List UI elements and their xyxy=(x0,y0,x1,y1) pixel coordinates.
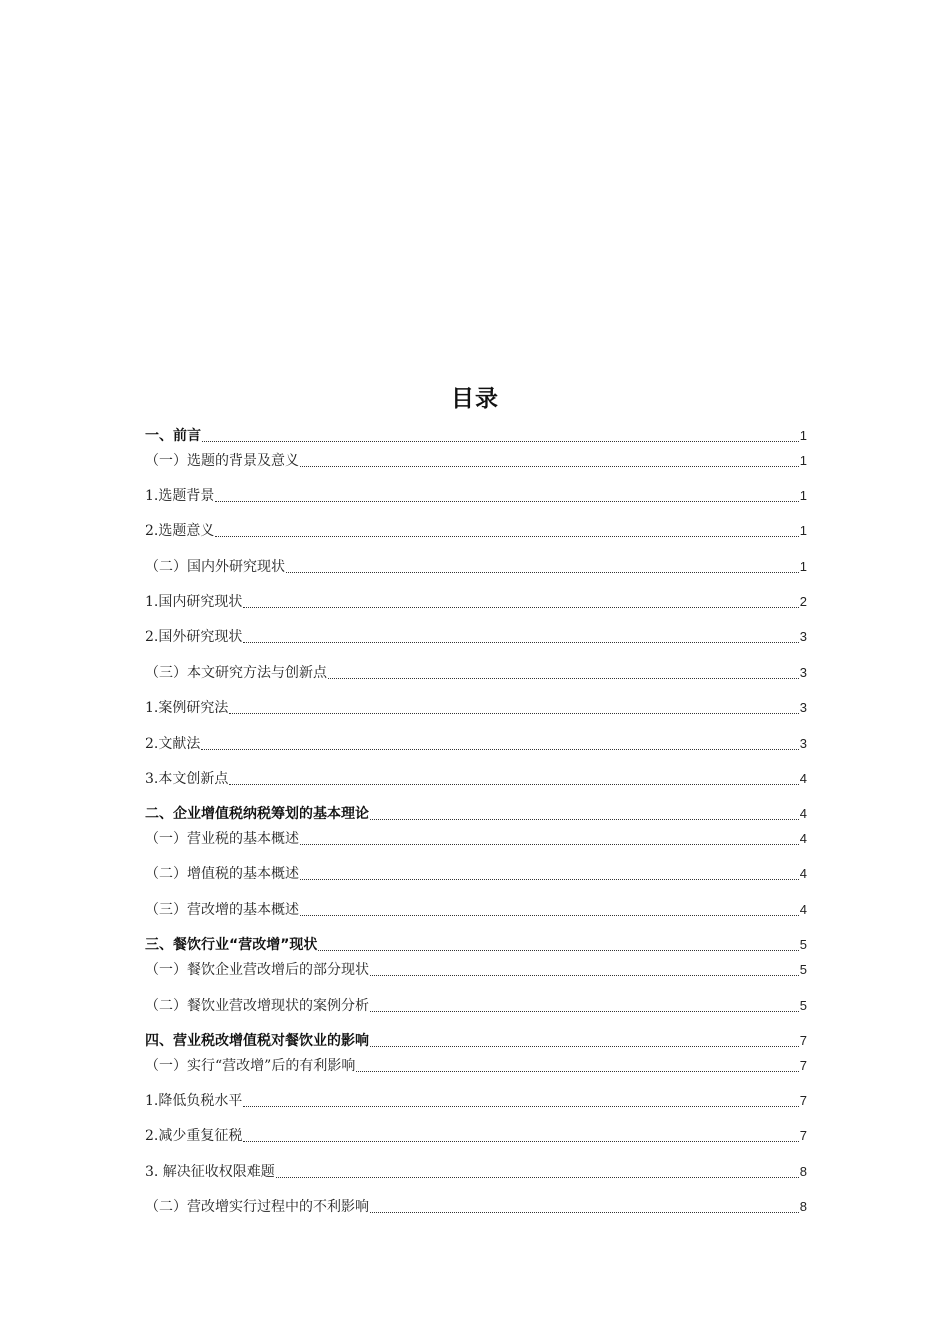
toc-entry[interactable] xyxy=(145,557,807,577)
dot-leader xyxy=(300,878,799,880)
toc-entry-page: 8 xyxy=(799,1164,807,1179)
toc-entry-page: 7 xyxy=(799,1128,807,1143)
toc-entry-label: （三）本文研究方法与创新点 xyxy=(145,665,327,681)
toc-entry-page: 7 xyxy=(799,1093,807,1108)
dot-leader xyxy=(243,641,798,643)
dot-leader xyxy=(370,818,799,820)
toc-entry[interactable] xyxy=(145,769,807,789)
toc-entry[interactable] xyxy=(145,1091,807,1111)
toc-entry[interactable] xyxy=(145,1162,807,1182)
toc-entry-page: 4 xyxy=(799,806,807,821)
toc-entry[interactable] xyxy=(145,486,807,506)
dot-leader xyxy=(370,1211,799,1213)
dot-leader xyxy=(318,949,798,951)
toc-entry-page: 1 xyxy=(799,453,807,468)
toc-entry-label: 2.减少重复征税 xyxy=(145,1128,243,1144)
dot-leader xyxy=(215,535,798,537)
toc-entry-label: 2.国外研究现状 xyxy=(145,629,243,645)
toc-entry-page: 1 xyxy=(799,559,807,574)
toc-entry-page: 7 xyxy=(799,1058,807,1073)
toc-entry-label: 1.选题背景 xyxy=(145,488,215,504)
toc-entry-page: 3 xyxy=(799,736,807,751)
toc-entry-page: 1 xyxy=(799,523,807,538)
dot-leader xyxy=(243,1105,798,1107)
toc-entry-page: 3 xyxy=(799,700,807,715)
toc-heading: 目录 xyxy=(451,386,499,412)
toc-entry[interactable] xyxy=(145,592,807,612)
toc-entry-label: （二）国内外研究现状 xyxy=(145,559,285,575)
toc-entry[interactable] xyxy=(145,1197,807,1217)
toc-entry-label: 1.降低负税水平 xyxy=(145,1093,243,1109)
toc-entry-page: 5 xyxy=(799,998,807,1013)
toc-entry[interactable] xyxy=(145,521,807,541)
toc-entry-page: 5 xyxy=(799,937,807,952)
toc-entry-label: 3. 解决征收权限难题 xyxy=(145,1164,275,1180)
toc-entry[interactable] xyxy=(145,426,807,446)
toc-entry[interactable] xyxy=(145,804,807,824)
dot-leader xyxy=(202,440,799,442)
toc-entry-label: 三、餐饮行业“营改增”现状 xyxy=(145,937,318,953)
toc-entry-label: （一）实行“营改增”后的有利影响 xyxy=(145,1058,356,1074)
toc-entry[interactable] xyxy=(145,1031,807,1051)
toc-entry-label: （一）营业税的基本概述 xyxy=(145,831,299,847)
toc-entry-page: 4 xyxy=(799,866,807,881)
toc-entry[interactable] xyxy=(145,451,807,471)
toc-entry-label: 二、企业增值税纳税筹划的基本理论 xyxy=(145,806,369,822)
toc-entry-page: 3 xyxy=(799,629,807,644)
dot-leader xyxy=(300,914,799,916)
toc-entry-label: 四、营业税改增值税对餐饮业的影响 xyxy=(145,1033,369,1049)
toc-entry[interactable] xyxy=(145,734,807,754)
dot-leader xyxy=(286,571,799,573)
dot-leader xyxy=(276,1176,799,1178)
toc-entry[interactable] xyxy=(145,1126,807,1146)
toc-entry-page: 4 xyxy=(799,902,807,917)
toc-entry-label: 1.案例研究法 xyxy=(145,700,229,716)
dot-leader xyxy=(243,1140,798,1142)
dot-leader xyxy=(229,712,798,714)
toc-entry-page: 8 xyxy=(799,1199,807,1214)
toc-entry[interactable] xyxy=(145,829,807,849)
toc-entry-page: 4 xyxy=(799,831,807,846)
dot-leader xyxy=(300,843,799,845)
toc-entry-label: 1.国内研究现状 xyxy=(145,594,243,610)
toc-entry-page: 1 xyxy=(799,428,807,443)
toc-entry-label: （一）餐饮企业营改增后的部分现状 xyxy=(145,962,369,978)
toc-entry-page: 2 xyxy=(799,594,807,609)
dot-leader xyxy=(215,500,798,502)
toc-entry-label: （二）增值税的基本概述 xyxy=(145,866,299,882)
dot-leader xyxy=(300,465,799,467)
dot-leader xyxy=(229,783,798,785)
toc-entry[interactable] xyxy=(145,1056,807,1076)
toc-entry[interactable] xyxy=(145,864,807,884)
toc-entry-page: 5 xyxy=(799,962,807,977)
toc-entry-page: 3 xyxy=(799,665,807,680)
toc-entry-label: （二）餐饮业营改增现状的案例分析 xyxy=(145,998,369,1014)
toc-entry[interactable] xyxy=(145,935,807,955)
dot-leader xyxy=(370,1045,799,1047)
toc-entry[interactable] xyxy=(145,698,807,718)
dot-leader xyxy=(370,974,799,976)
dot-leader xyxy=(356,1070,798,1072)
toc-entry-label: 2.选题意义 xyxy=(145,523,215,539)
dot-leader xyxy=(370,1010,799,1012)
toc-entry[interactable] xyxy=(145,996,807,1016)
dot-leader xyxy=(201,748,798,750)
toc-entry[interactable] xyxy=(145,627,807,647)
toc-entry-label: （三）营改增的基本概述 xyxy=(145,902,299,918)
toc-entry-page: 4 xyxy=(799,771,807,786)
toc-entry[interactable] xyxy=(145,900,807,920)
toc-entry-label: 一、前言 xyxy=(145,428,201,444)
toc-entry-label: （一）选题的背景及意义 xyxy=(145,453,299,469)
toc-entry-label: 2.文献法 xyxy=(145,736,201,752)
toc-entry-label: （二）营改增实行过程中的不利影响 xyxy=(145,1199,369,1215)
toc-entry-label: 3.本文创新点 xyxy=(145,771,229,787)
toc-entry-page: 1 xyxy=(799,488,807,503)
toc-entry[interactable] xyxy=(145,663,807,683)
toc-entry-page: 7 xyxy=(799,1033,807,1048)
toc-entry[interactable] xyxy=(145,960,807,980)
dot-leader xyxy=(243,606,798,608)
dot-leader xyxy=(328,677,799,679)
